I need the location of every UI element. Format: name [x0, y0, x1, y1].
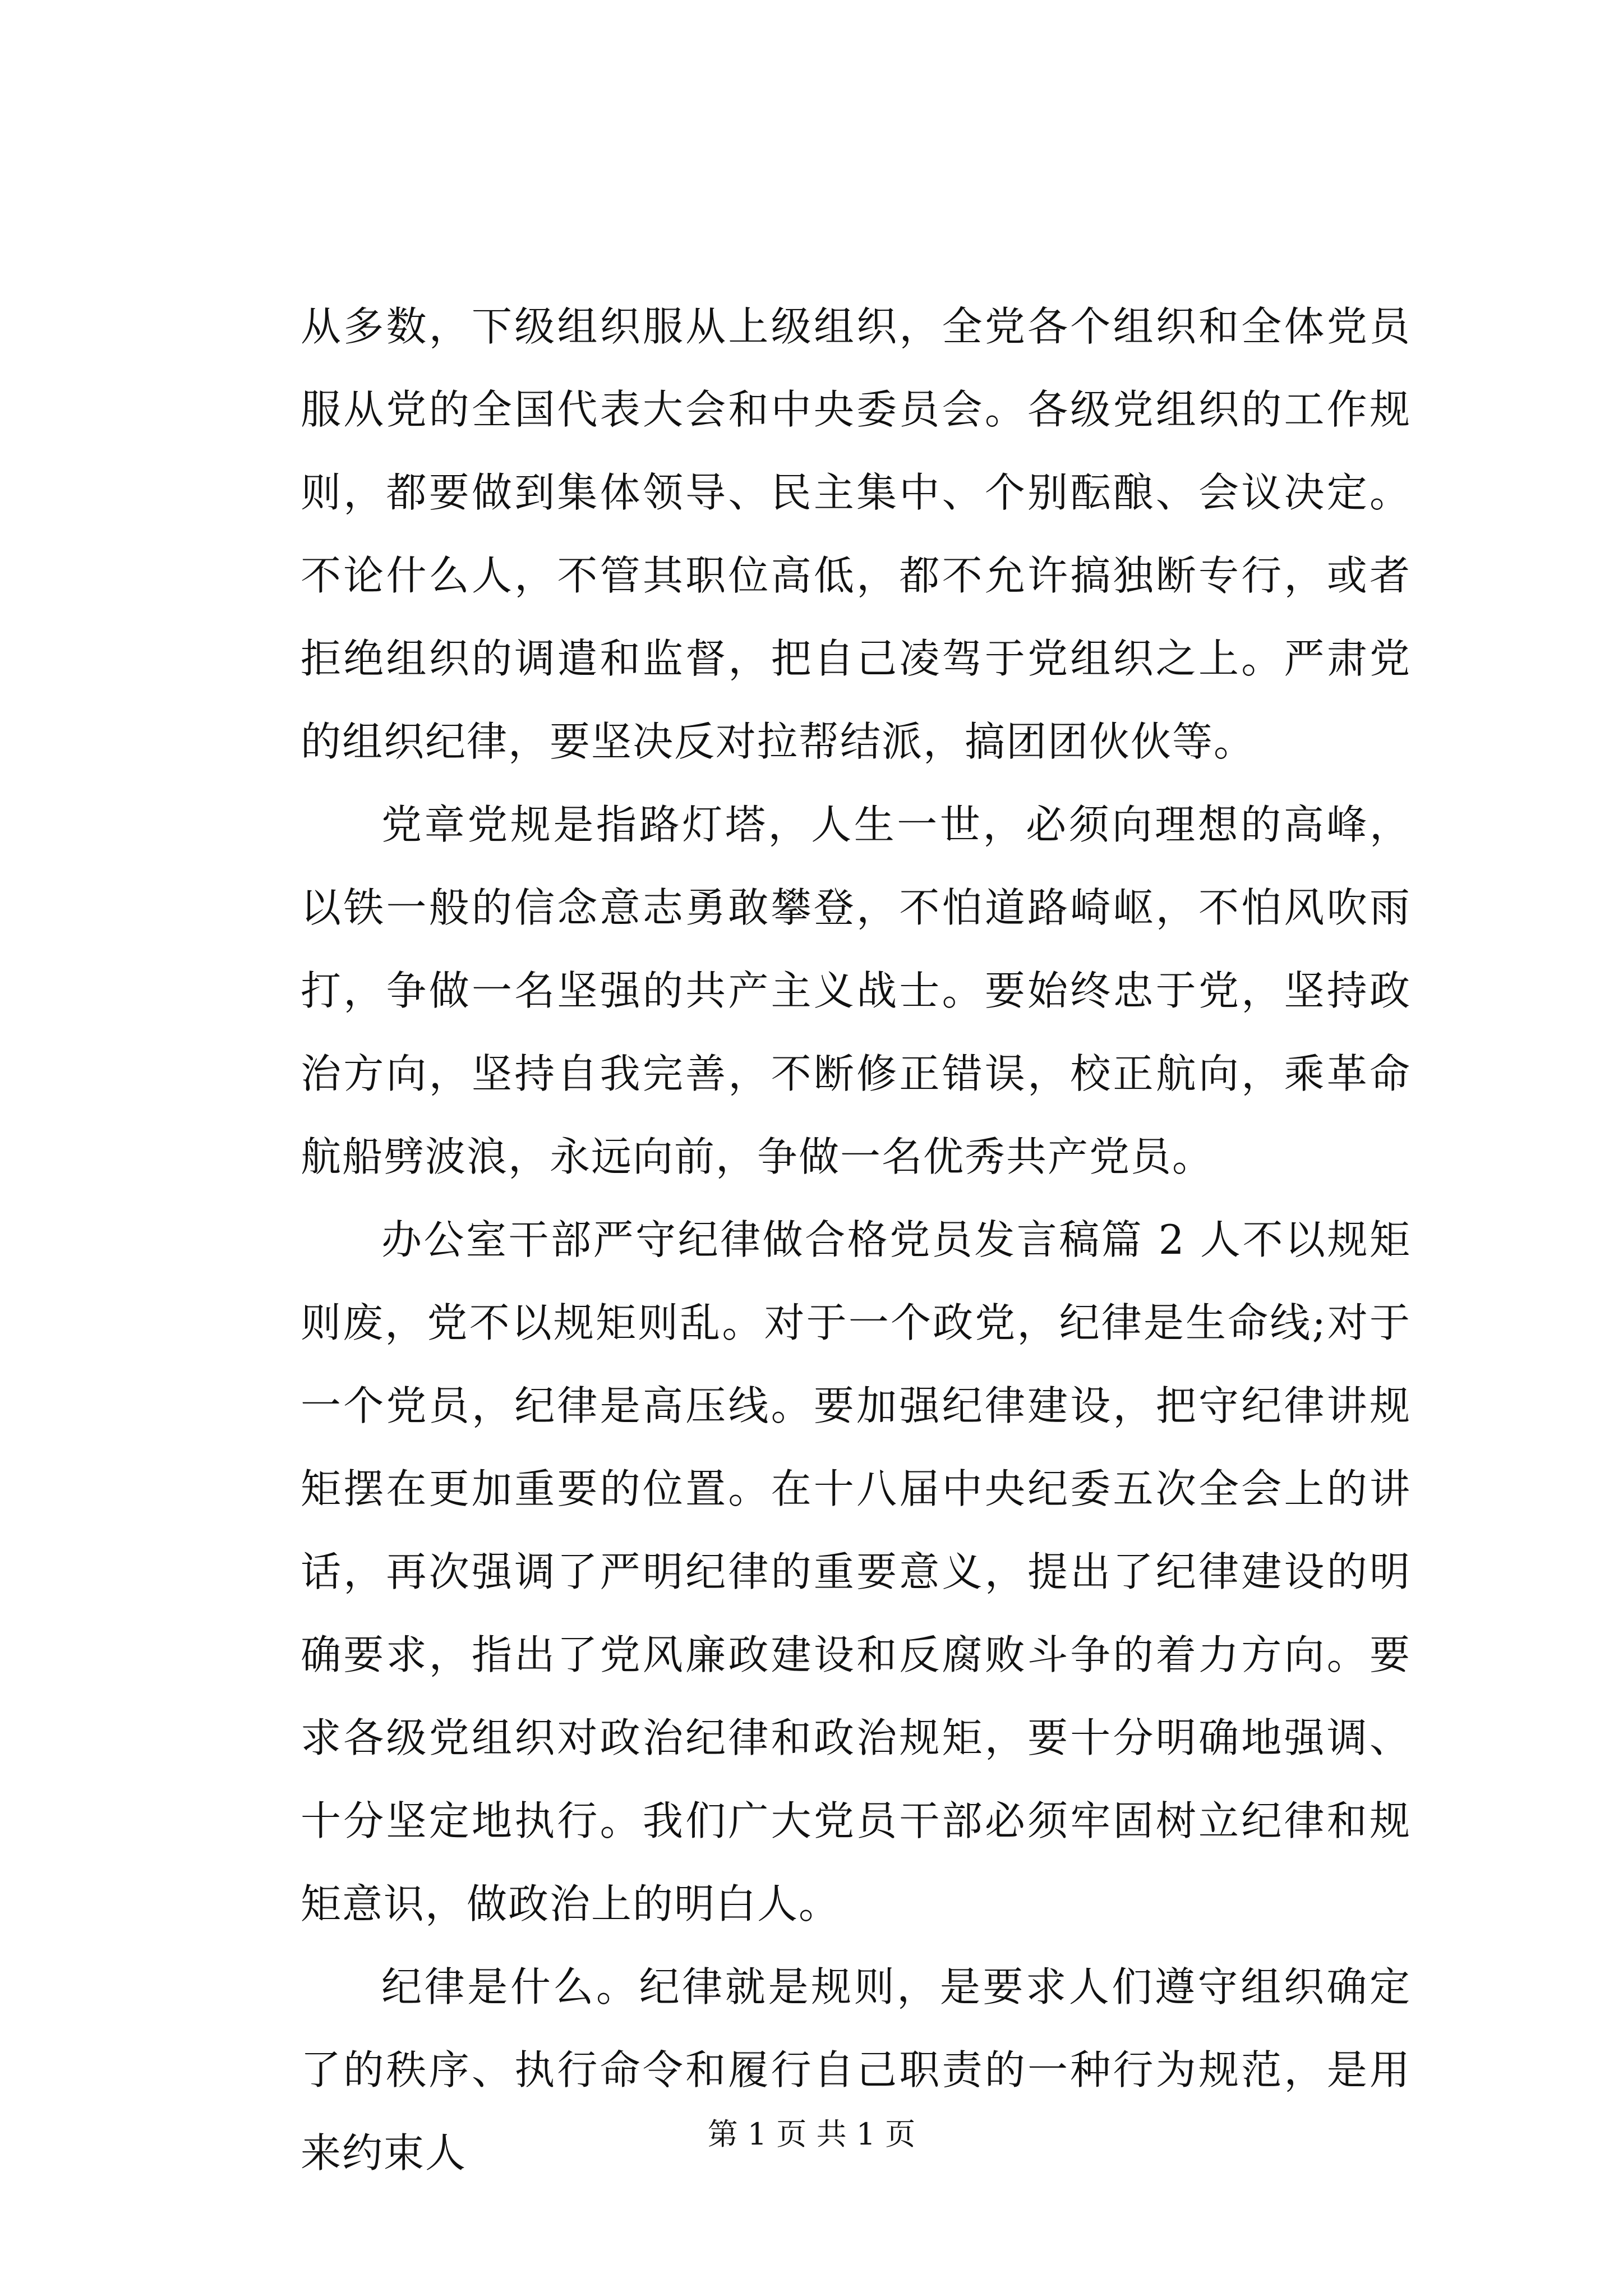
body-text [301, 285, 1411, 2194]
paragraph-1: 从多数，下级组织服从上级组织，全党各个组织和全体党员服从党的全国代表大会和中央委员会。各级党组织的工作规则，都要做到集体领导、民主集中、个别酝酿、会议决定。不论什么人，不管其职位高低，都不允许搞独断专行，或者拒绝组织的调遣和监督，把自己凌驾于党组织之上。严肃党的组织纪律，要坚决反对拉帮结派，搞团团伙伙等。 [301, 303, 1411, 765]
paragraph-2: 党章党规是指路灯塔，人生一世，必须向理想的高峰，以铁一般的信念意志勇敢攀登，不怕道路崎岖，不怕风吹雨打，争做一名坚强的共产主义战士。要始终忠于党，坚持政治方向，坚持自我完善，不断修正错误，校正航向，乘革命航船劈波浪，永远向前，争做一名优秀共产党员。 [301, 801, 1411, 1180]
paragraph-3: 办公室干部严守纪律做合格党员发言稿篇 2 人不以规矩则废，党不以规矩则乱。对于一个政党，纪律是生命线;对于一个党员，纪律是高压线。要加强纪律建设，把守纪律讲规矩摆在更加重要的位置。在十八届中央纪委五次全会上的讲话，再次强调了严明纪律的重要意义，提出了纪律建设的明确要求，指出了党风廉政建设和反腐败斗争的着力方向。要求各级党组织对政治纪律和政治规矩，要十分明确地强调、十分坚定地执行。我们广大党员干部必须牢固树立纪律和规矩意识，做政治上的明白人。 [301, 1216, 1411, 1927]
page-footer: 第 1 页 共 1 页 [707, 2116, 916, 2152]
paragraph-4: 纪律是什么。纪律就是规则，是要求人们遵守组织确定了的秩序、执行命令和履行自己职责的一种行为规范，是用来约束人 [301, 1963, 1411, 2177]
